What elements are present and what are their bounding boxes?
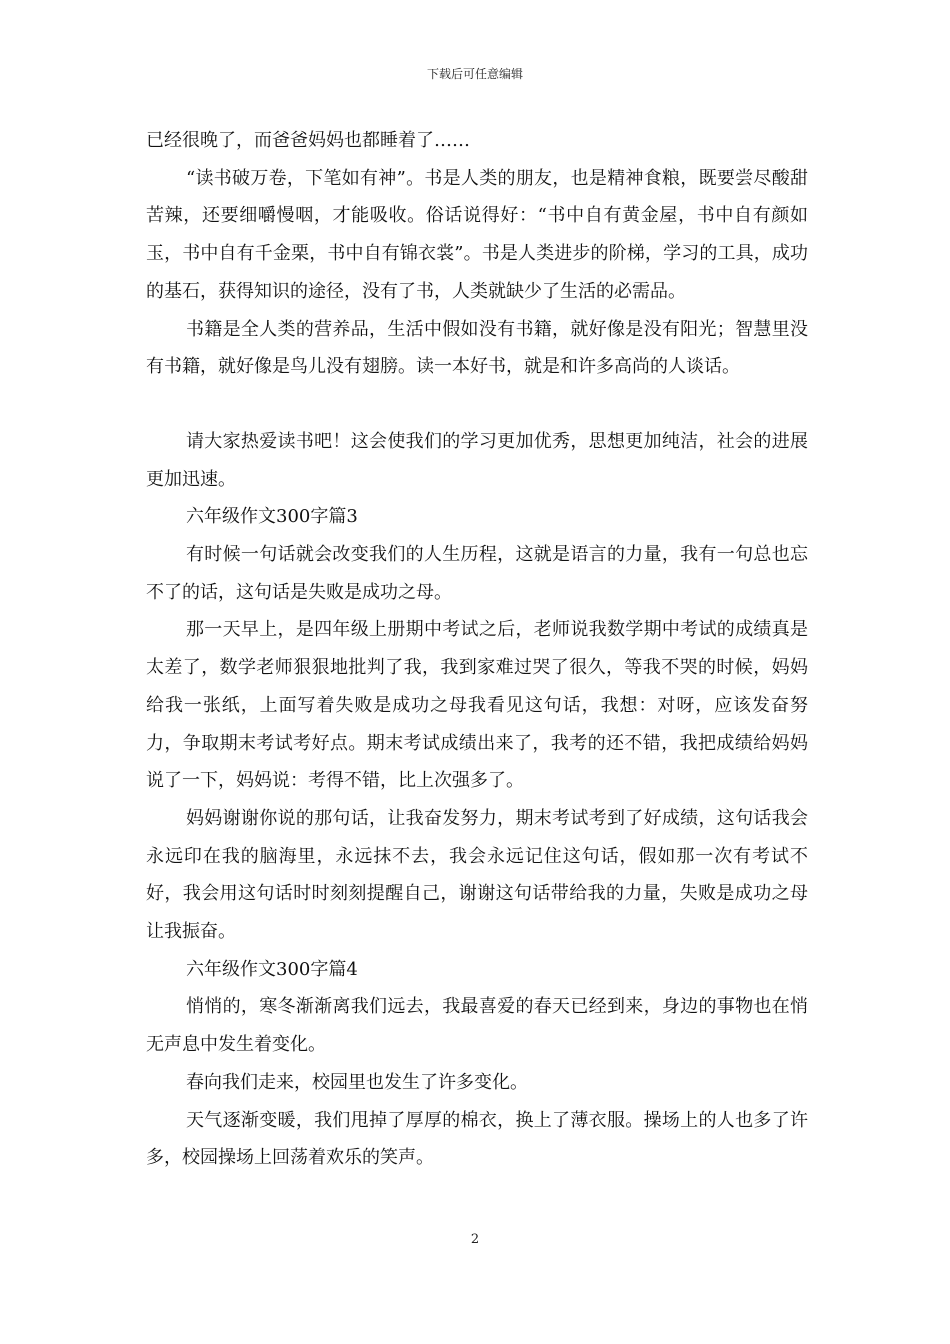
paragraph: 有时候一句话就会改变我们的人生历程，这就是语言的力量，我有一句总也忘不了的话，这句话是失败是成功之母。 — [146, 544, 808, 603]
section-heading: 六年级作文300字篇4 — [186, 958, 358, 980]
paragraph: 妈妈谢谢你说的那句话，让我奋发努力，期末考试考到了好成绩，这句话我会永远印在我的脑海里，永远抹不去，我会永远记住这句话，假如那一次有考试不好，我会用这句话时时刻刻提醒自己，谢谢这句话带给我的力量，失败是成功之母让我振奋。 — [146, 807, 808, 943]
paragraph: “读书破万卷，下笔如有神”。书是人类的朋友，也是精神食粮，既要尝尽酸甜苦辣，还要细嚼慢咽，才能吸收。俗话说得好：“书中自有黄金屋，书中自有颜如玉，书中自有千金栗，书中自有锦衣裳”。书是人类进步的阶梯，学习的工具，成功的基石，获得知识的途径，没有了书，人类就缺少了生活的必需品。 — [146, 167, 808, 302]
section-heading: 六年级作文300字篇3 — [186, 506, 358, 528]
paragraph: 那一天早上，是四年级上册期中考试之后，老师说我数学期中考试的成绩真是太差了，数学老师狠狠地批判了我，我到家难过哭了很久，等我不哭的时候，妈妈给我一张纸，上面写着失败是成功之母我看见这句话，我想：对呀，应该发奋努力，争取期末考试考好点。期末考试成绩出来了，我考的还不错，我把成绩给妈妈说了一下，妈妈说：考得不错，比上次强多了。 — [146, 619, 808, 792]
paragraph: 天气逐渐变暖，我们甩掉了厚厚的棉衣，换上了薄衣服。操场上的人也多了许多，校园操场上回荡着欢乐的笑声。 — [146, 1109, 808, 1169]
paragraph: 春向我们走来，校园里也发生了许多变化。 — [186, 1071, 528, 1093]
paragraph: 书籍是全人类的营养品，生活中假如没有书籍，就好像是没有阳光；智慧里没有书籍，就好像是鸟儿没有翅膀。读一本好书，就是和许多高尚的人谈话。 — [146, 318, 808, 378]
paragraph: 悄悄的，寒冬渐渐离我们远去，我最喜爱的春天已经到来，身边的事物也在悄无声息中发生着变化。 — [146, 996, 808, 1056]
page-header: 下载后可任意编辑 — [426, 67, 523, 81]
paragraph: 请大家热爱读书吧！这会使我们的学习更加优秀，思想更加纯洁，社会的进展更加迅速。 — [146, 430, 808, 490]
paragraph-continuation: 已经很晚了，而爸爸妈妈也都睡着了…… — [146, 130, 470, 151]
page-number: 2 — [470, 1232, 480, 1247]
document-body — [146, 122, 808, 1177]
